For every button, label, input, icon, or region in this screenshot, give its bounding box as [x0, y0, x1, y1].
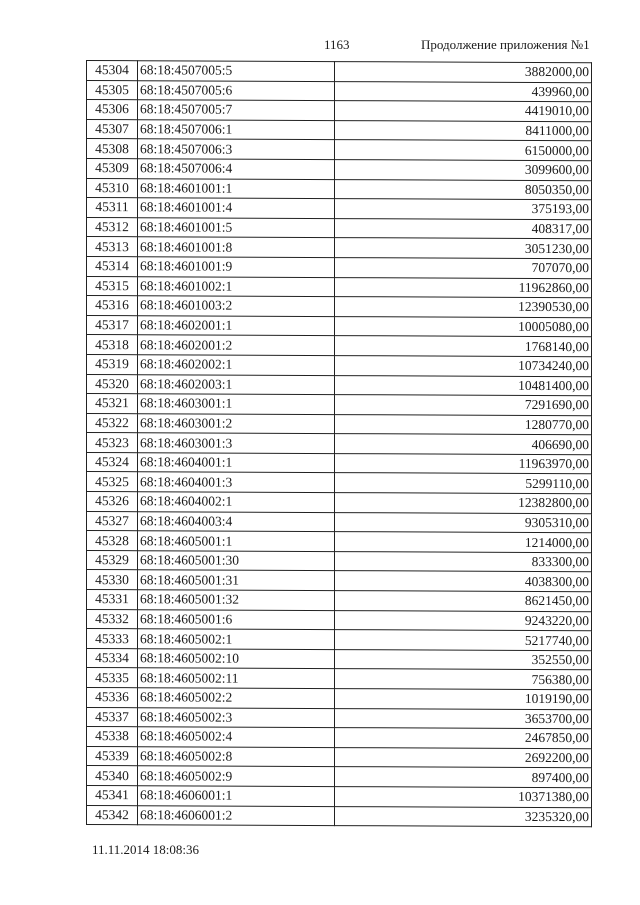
- row-number: 45313: [87, 237, 138, 257]
- table-row: [87, 276, 592, 298]
- table-body: [87, 61, 592, 827]
- table-row: [87, 119, 592, 141]
- cadastral-number: 68:18:4604002:1: [138, 492, 335, 512]
- cadastral-value: 3882000,00: [335, 62, 592, 83]
- cadastral-number: 68:18:4601001:4: [138, 198, 335, 218]
- row-number: 45327: [87, 511, 138, 531]
- cadastral-number: 68:18:4606001:1: [138, 786, 335, 806]
- page-number: 1163: [324, 37, 350, 52]
- cadastral-number: 68:18:4603001:2: [138, 413, 335, 433]
- table-row: [87, 315, 592, 337]
- table-row: [87, 374, 592, 396]
- table-row: [87, 511, 592, 533]
- cadastral-value: 5299110,00: [335, 473, 592, 494]
- row-number: 45311: [87, 198, 138, 218]
- cadastral-value: 1768140,00: [335, 336, 592, 357]
- cadastral-value: 756380,00: [335, 669, 592, 690]
- row-number: 45314: [87, 256, 138, 276]
- cadastral-value: 8621450,00: [335, 591, 592, 612]
- cadastral-number: 68:18:4605001:31: [138, 570, 335, 590]
- row-number: 45336: [87, 688, 138, 708]
- cadastral-number: 68:18:4605001:30: [138, 551, 335, 571]
- row-number: 45310: [87, 178, 138, 198]
- cadastral-number: 68:18:4605002:4: [138, 727, 335, 747]
- row-number: 45306: [87, 100, 138, 120]
- cadastral-number: 68:18:4601003:2: [138, 296, 335, 316]
- print-timestamp: 11.11.2014 18:08:36: [92, 842, 200, 857]
- cadastral-number: 68:18:4601001:1: [138, 178, 335, 198]
- cadastral-value: 439960,00: [335, 81, 592, 102]
- row-number: 45326: [87, 492, 138, 512]
- cadastral-value: 9243220,00: [335, 610, 592, 631]
- row-number: 45342: [87, 805, 138, 825]
- cadastral-number: 68:18:4605002:10: [138, 649, 335, 669]
- cadastral-value: 11963970,00: [335, 453, 592, 474]
- table-row: [87, 394, 592, 416]
- cadastral-number: 68:18:4603001:1: [138, 394, 335, 414]
- table-row: [87, 100, 592, 122]
- row-number: 45319: [87, 354, 138, 374]
- row-number: 45333: [87, 629, 138, 649]
- table-row: [87, 354, 592, 376]
- cadastral-value: 6150000,00: [335, 140, 592, 161]
- cadastral-number: 68:18:4602002:1: [138, 355, 335, 375]
- cadastral-value: 3099600,00: [335, 160, 592, 181]
- cadastral-number: 68:18:4507006:1: [138, 120, 335, 140]
- row-number: 45323: [87, 433, 138, 453]
- cadastral-number: 68:18:4602001:2: [138, 335, 335, 355]
- cadastral-value: 833300,00: [335, 551, 592, 572]
- cadastral-value: 3653700,00: [335, 708, 592, 729]
- row-number: 45320: [87, 374, 138, 394]
- cadastral-number: 68:18:4605002:2: [138, 688, 335, 708]
- cadastral-value: 10005080,00: [335, 316, 592, 337]
- row-number: 45317: [87, 315, 138, 335]
- row-number: 45308: [87, 139, 138, 159]
- cadastral-value: 3235320,00: [335, 806, 592, 827]
- table-row: [87, 413, 592, 435]
- row-number: 45322: [87, 413, 138, 433]
- appendix-label: Продолжение приложения №1: [421, 37, 590, 52]
- row-number: 45316: [87, 296, 138, 316]
- cadastral-value: 1214000,00: [335, 532, 592, 553]
- cadastral-number: 68:18:4602003:1: [138, 374, 335, 394]
- table-row: [87, 217, 592, 239]
- row-number: 45340: [87, 766, 138, 786]
- cadastral-number: 68:18:4605002:11: [138, 668, 335, 688]
- cadastral-number: 68:18:4606001:2: [138, 805, 335, 825]
- cadastral-value: 3051230,00: [335, 238, 592, 259]
- cadastral-number: 68:18:4605001:6: [138, 609, 335, 629]
- row-number: 45324: [87, 452, 138, 472]
- cadastral-value: 707070,00: [335, 258, 592, 279]
- table-row: [87, 139, 592, 161]
- table-row: [87, 178, 592, 200]
- row-number: 45329: [87, 550, 138, 570]
- row-number: 45309: [87, 158, 138, 178]
- cadastral-value: 408317,00: [335, 218, 592, 239]
- cadastral-value: 9305310,00: [335, 512, 592, 533]
- cadastral-value: 4038300,00: [335, 571, 592, 592]
- table-row: [87, 766, 592, 788]
- row-number: 45328: [87, 531, 138, 551]
- row-number: 45318: [87, 335, 138, 355]
- cadastral-number: 68:18:4507006:3: [138, 139, 335, 159]
- table-row: [87, 550, 592, 572]
- row-number: 45341: [87, 785, 138, 805]
- table-row: [87, 237, 592, 259]
- row-number: 45325: [87, 472, 138, 492]
- table-row: [87, 335, 592, 357]
- cadastral-number: 68:18:4605002:9: [138, 766, 335, 786]
- table-row: [87, 492, 592, 514]
- cadastral-value: 11962860,00: [335, 277, 592, 298]
- row-number: 45337: [87, 707, 138, 727]
- table-row: [87, 668, 592, 690]
- cadastral-number: 68:18:4605001:1: [138, 531, 335, 551]
- cadastral-value: 406690,00: [335, 434, 592, 455]
- table-row: [87, 727, 592, 749]
- cadastral-number: 68:18:4601002:1: [138, 276, 335, 296]
- cadastral-value: 10371380,00: [335, 787, 592, 808]
- row-number: 45330: [87, 570, 138, 590]
- cadastral-value: 375193,00: [335, 199, 592, 220]
- cadastral-number: 68:18:4604001:3: [138, 472, 335, 492]
- table-row: [87, 61, 592, 83]
- cadastral-number: 68:18:4602001:1: [138, 315, 335, 335]
- cadastral-number: 68:18:4604001:1: [138, 453, 335, 473]
- row-number: 45304: [87, 61, 138, 81]
- table-row: [87, 688, 592, 710]
- table-row: [87, 609, 592, 631]
- row-number: 45339: [87, 746, 138, 766]
- cadastral-number: 68:18:4507006:4: [138, 159, 335, 179]
- cadastral-value: 5217740,00: [335, 630, 592, 651]
- cadastral-number: 68:18:4605001:32: [138, 590, 335, 610]
- table-row: [87, 648, 592, 670]
- cadastral-value: 10734240,00: [335, 355, 592, 376]
- row-number: 45305: [87, 80, 138, 100]
- row-number: 45334: [87, 648, 138, 668]
- cadastral-number: 68:18:4605002:1: [138, 629, 335, 649]
- table-row: [87, 433, 592, 455]
- cadastral-value: 897400,00: [335, 767, 592, 788]
- table-row: [87, 452, 592, 474]
- row-number: 45331: [87, 590, 138, 610]
- cadastral-value: 4419010,00: [335, 101, 592, 122]
- cadastral-number: 68:18:4605002:8: [138, 747, 335, 767]
- table-row: [87, 296, 592, 318]
- cadastral-number: 68:18:4601001:9: [138, 257, 335, 277]
- cadastral-value: 8411000,00: [335, 120, 592, 141]
- table-row: [87, 198, 592, 220]
- cadastral-number: 68:18:4601001:8: [138, 237, 335, 257]
- cadastral-number: 68:18:4507005:6: [138, 80, 335, 100]
- row-number: 45312: [87, 217, 138, 237]
- table-row: [87, 472, 592, 494]
- row-number: 45332: [87, 609, 138, 629]
- table-row: [87, 531, 592, 553]
- cadastral-value: 12382800,00: [335, 493, 592, 514]
- cadastral-number: 68:18:4603001:3: [138, 433, 335, 453]
- cadastral-value: 12390530,00: [335, 297, 592, 318]
- cadastral-number: 68:18:4605002:3: [138, 707, 335, 727]
- cadastral-value: 10481400,00: [335, 375, 592, 396]
- cadastral-number: 68:18:4507005:5: [138, 61, 335, 81]
- table-row: [87, 805, 592, 827]
- cadastral-value: 2692200,00: [335, 747, 592, 768]
- row-number: 45321: [87, 394, 138, 414]
- row-number: 45307: [87, 119, 138, 139]
- cadastral-value: 1019190,00: [335, 689, 592, 710]
- cadastral-number: 68:18:4604003:4: [138, 511, 335, 531]
- table-row: [87, 707, 592, 729]
- row-number: 45338: [87, 727, 138, 747]
- table-row: [87, 570, 592, 592]
- cadastral-number: 68:18:4601001:5: [138, 217, 335, 237]
- cadastral-value: 7291690,00: [335, 395, 592, 416]
- cadastral-value: 1280770,00: [335, 414, 592, 435]
- data-table: [86, 60, 592, 827]
- table-row: [87, 746, 592, 768]
- cadastral-number: 68:18:4507005:7: [138, 100, 335, 120]
- table-row: [87, 158, 592, 180]
- cadastral-value: 8050350,00: [335, 179, 592, 200]
- table-row: [87, 80, 592, 102]
- cadastral-value: 352550,00: [335, 649, 592, 670]
- row-number: 45335: [87, 668, 138, 688]
- table-row: [87, 590, 592, 612]
- row-number: 45315: [87, 276, 138, 296]
- cadastral-value: 2467850,00: [335, 728, 592, 749]
- table-row: [87, 629, 592, 651]
- table-row: [87, 785, 592, 807]
- table-row: [87, 256, 592, 278]
